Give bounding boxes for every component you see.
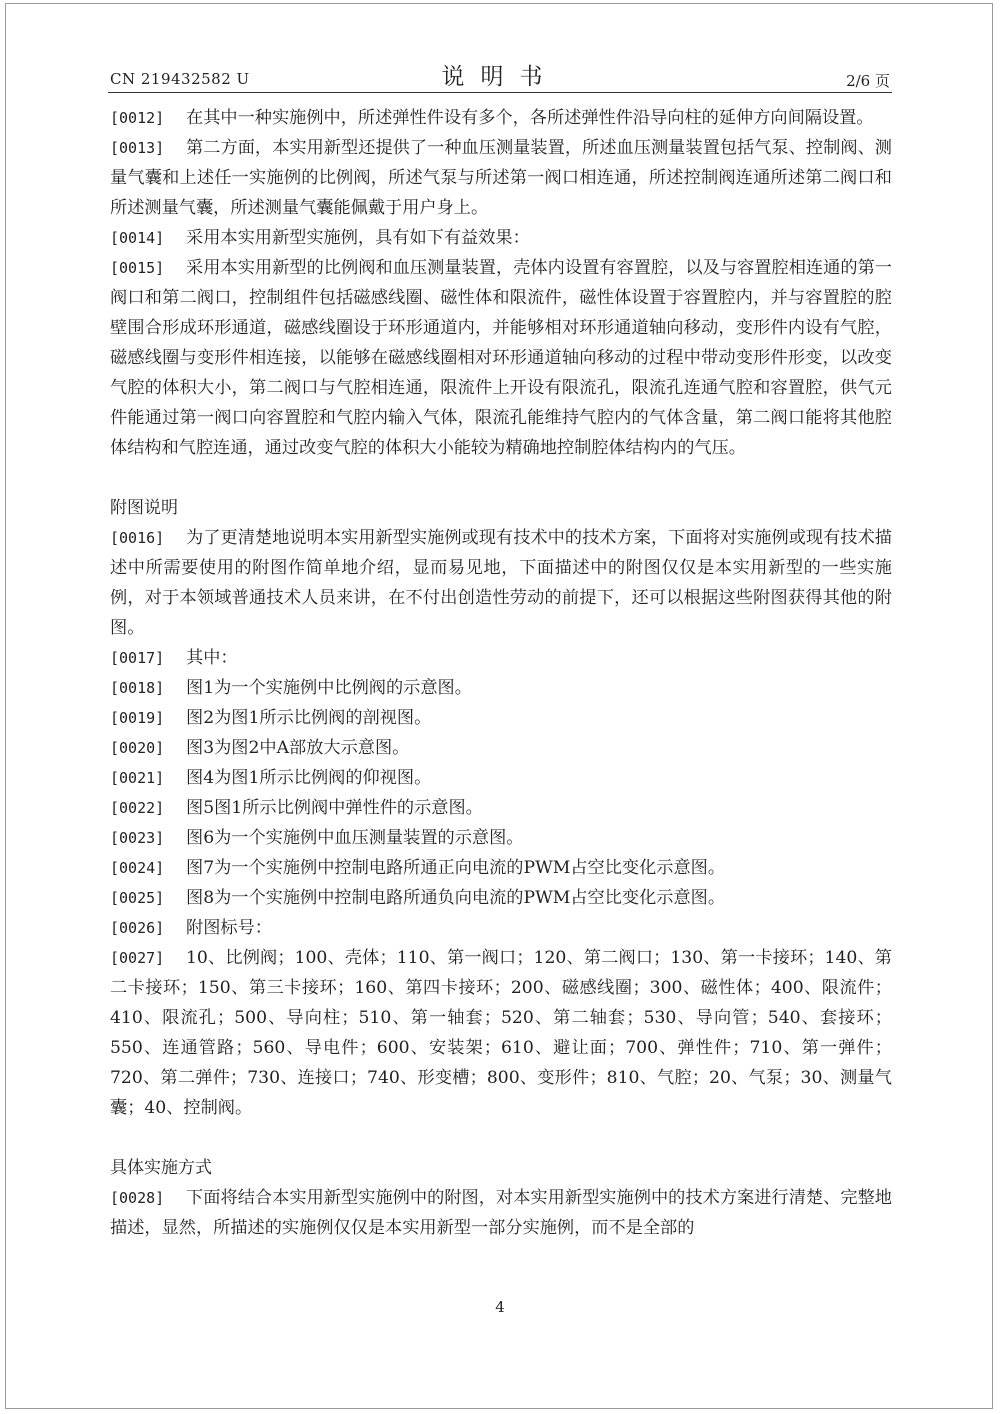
document-body: [110, 103, 892, 1243]
section-heading-figures: 附图说明: [110, 498, 178, 518]
section-gap: [110, 463, 892, 493]
paragraph-number: [0013]: [110, 139, 165, 157]
paragraph: [110, 943, 892, 1123]
paragraph-number: [0021]: [110, 769, 165, 787]
paragraph: [110, 793, 892, 823]
paragraph-text: 其中：: [186, 648, 238, 668]
paragraph: [110, 823, 892, 853]
paragraph-text: 10、比例阀；100、壳体；110、第一阀口；120、第二阀口；130、第一卡接环；140、第二卡接环；150、第三卡接环；160、第四卡接环；200、磁感线圈；300、磁性体；400、限流件；410、限流孔；500、导向柱；510、第一轴套；520、第二轴套；530、导向管；540、套接环；550、连通管路；560、导电件；600、安装架；610、避让面；700、弹性件；710、第一弹件；720、第二弹件；730、连接口；740、形变槽；800、变形件；810、气腔；20、气泵；30、测量气囊；40、控制阀。: [110, 948, 892, 1118]
paragraph-number: [0019]: [110, 709, 165, 727]
paragraph-number: [0020]: [110, 739, 165, 757]
paragraph-number: [0023]: [110, 829, 165, 847]
paragraph: [110, 913, 892, 943]
paragraph-text: 采用本实用新型的比例阀和血压测量装置，壳体内设置有容置腔，以及与容置腔相连通的第一阀口和第二阀口，控制组件包括磁感线圈、磁性体和限流件，磁性体设置于容置腔内，并与容置腔的腔壁围合形成环形通道，磁感线圈设于环形通道内，并能够相对环形通道轴向移动，变形件内设有气腔，磁感线圈与变形件相连接，以能够在磁感线圈相对环形通道轴向移动的过程中带动变形件形变，以改变气腔的体积大小，第二阀口与气腔相连通，限流件上开设有限流孔，限流孔连通气腔和容置腔，供气元件能通过第一阀口向容置腔和气腔内输入气体，限流孔能维持气腔内的气体含量，第二阀口能将其他腔体结构和气腔连通，通过改变气腔的体积大小能较为精确地控制腔体结构内的气压。: [110, 258, 892, 458]
paragraph: [110, 763, 892, 793]
document-title: 说明书: [441, 64, 559, 90]
patent-number: CN 219432582 U: [110, 70, 250, 88]
page-number: 4: [495, 1298, 505, 1316]
page-indicator: 2/6 页: [846, 72, 890, 90]
paragraph-text: 为了更清楚地说明本实用新型实施例或现有技术中的技术方案，下面将对实施例或现有技术描述中所需要使用的附图作简单地介绍，显而易见地，下面描述中的附图仅仅是本实用新型的一些实施例，对于本领域普通技术人员来讲，在不付出创造性劳动的前提下，还可以根据这些附图获得其他的附图。: [110, 528, 892, 638]
paragraph-text: 图4为图1所示比例阀的仰视图。: [186, 768, 432, 788]
paragraph: [110, 1183, 892, 1243]
paragraph-text: 图5图1所示比例阀中弹性件的示意图。: [186, 798, 483, 818]
paragraph: [110, 703, 892, 733]
paragraph-number: [0017]: [110, 649, 165, 667]
paragraph-number: [0026]: [110, 919, 165, 937]
paragraph: [110, 643, 892, 673]
paragraph-group-b: [110, 523, 892, 1123]
paragraph-number: [0018]: [110, 679, 165, 697]
paragraph-text: 图6为一个实施例中血压测量装置的示意图。: [186, 828, 524, 848]
paragraph-number: [0012]: [110, 109, 165, 127]
paragraph-text: 附图标号：: [186, 918, 272, 938]
paragraph: [110, 673, 892, 703]
paragraph-number: [0028]: [110, 1189, 165, 1207]
paragraph-number: [0024]: [110, 859, 165, 877]
paragraph: [110, 733, 892, 763]
paragraph: [110, 883, 892, 913]
header-divider: [108, 92, 892, 93]
paragraph-number: [0025]: [110, 889, 165, 907]
paragraph-number: [0027]: [110, 949, 165, 967]
paragraph-number: [0015]: [110, 259, 165, 277]
paragraph-text: 下面将结合本实用新型实施例中的附图，对本实用新型实施例中的技术方案进行清楚、完整地描述，显然，所描述的实施例仅仅是本实用新型一部分实施例，而不是全部的: [110, 1188, 892, 1238]
paragraph-number: [0016]: [110, 529, 165, 547]
paragraph-text: 图7为一个实施例中控制电路所通正向电流的PWM占空比变化示意图。: [186, 858, 726, 878]
section-heading-embodiment: 具体实施方式: [110, 1158, 212, 1178]
section-gap: [110, 1123, 892, 1153]
paragraph: [110, 133, 892, 223]
paragraph: [110, 253, 892, 463]
paragraph: [110, 103, 892, 133]
paragraph-text: 图3为图2中A部放大示意图。: [186, 738, 410, 758]
paragraph-text: 第二方面，本实用新型还提供了一种血压测量装置，所述血压测量装置包括气泵、控制阀、测量气囊和上述任一实施例的比例阀，所述气泵与所述第一阀口相连通，所述控制阀连通所述第二阀口和所述测量气囊，所述测量气囊能佩戴于用户身上。: [110, 138, 892, 218]
paragraph-text: 图2为图1所示比例阀的剖视图。: [186, 708, 432, 728]
paragraph: [110, 853, 892, 883]
paragraph: [110, 223, 892, 253]
page-header: [0, 60, 1000, 94]
paragraph-group-a: [110, 103, 892, 463]
paragraph-text: 图1为一个实施例中比例阀的示意图。: [186, 678, 472, 698]
paragraph-text: 采用本实用新型实施例，具有如下有益效果：: [186, 228, 530, 248]
paragraph-number: [0022]: [110, 799, 165, 817]
paragraph-group-c: [110, 1183, 892, 1243]
paragraph-number: [0014]: [110, 229, 165, 247]
paragraph-text: 在其中一种实施例中，所述弹性件设有多个，各所述弹性件沿导向柱的延伸方向间隔设置。: [186, 108, 874, 128]
paragraph: [110, 523, 892, 643]
paragraph-text: 图8为一个实施例中控制电路所通负向电流的PWM占空比变化示意图。: [186, 888, 726, 908]
